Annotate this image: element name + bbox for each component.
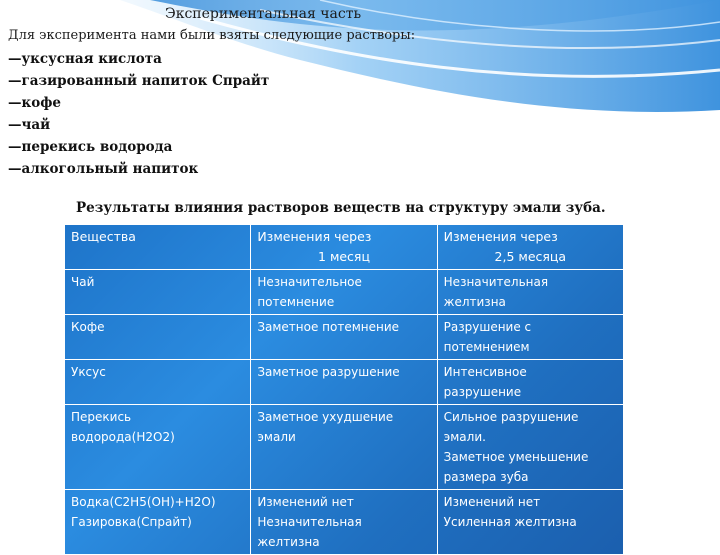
cell-line: водорода(H2O2) <box>71 430 175 444</box>
table-row <box>65 405 624 490</box>
cell-line: эмали. <box>443 430 486 444</box>
table-title: Результаты влияния растворов веществ на структуру эмали зуба. <box>76 200 606 216</box>
cell-line: разрушение <box>443 385 522 399</box>
cell-substance <box>65 490 251 555</box>
cell-line: Изменений нет <box>257 495 354 509</box>
cell-line: Газировка(Спрайт) <box>71 515 192 529</box>
solution-list <box>8 50 269 182</box>
cell-line: Уксус <box>71 365 106 379</box>
list-item: —перекись водорода <box>8 139 173 155</box>
results-table <box>64 224 624 555</box>
cell-month1 <box>251 405 437 490</box>
cell-line: желтизна <box>257 535 320 549</box>
cell-month25 <box>437 360 623 405</box>
cell-month1 <box>251 490 437 555</box>
cell-line: потемнение <box>257 295 335 309</box>
cell-line: Заметное разрушение <box>257 365 400 379</box>
cell-line: Изменений нет <box>443 495 541 509</box>
list-item: —кофе <box>8 95 62 111</box>
table-row <box>65 270 624 315</box>
cell-line: Перекись <box>71 410 132 424</box>
cell-line: Заметное уменьшение <box>443 450 589 464</box>
cell-substance <box>65 405 251 490</box>
list-item: —газированный напиток Спрайт <box>8 73 270 89</box>
header-substance: Вещества <box>65 225 251 270</box>
cell-month25 <box>437 315 623 360</box>
cell-line: Интенсивное <box>443 365 527 379</box>
cell-substance <box>65 360 251 405</box>
cell-line: размера зуба <box>443 470 529 484</box>
page-heading: Экспериментальная часть <box>165 6 362 22</box>
cell-month25 <box>437 490 623 555</box>
cell-line: Незначительное <box>257 275 362 289</box>
table-row <box>65 490 624 555</box>
list-item: —чай <box>8 117 51 133</box>
cell-line: потемнением <box>443 340 530 354</box>
cell-line: Усиленная желтизна <box>443 515 577 529</box>
table-header-row <box>65 225 624 270</box>
cell-month25 <box>437 270 623 315</box>
intro-text: Для эксперимента нами были взяты следующие растворы: <box>8 28 416 43</box>
table-row <box>65 360 624 405</box>
cell-line: Заметное ухудшение <box>257 410 394 424</box>
list-item: —алкогольный напиток <box>8 161 199 177</box>
cell-line: Водка(C2H5(OH)+H2O) <box>71 495 216 509</box>
header-month25-line: 2,5 месяца <box>494 249 567 264</box>
cell-line: Чай <box>71 275 95 289</box>
table-row <box>65 315 624 360</box>
cell-month1 <box>251 360 437 405</box>
cell-line: Сильное разрушение <box>443 410 579 424</box>
header-month1-line: Изменения через <box>257 229 372 244</box>
cell-month1 <box>251 270 437 315</box>
header-month1 <box>251 225 437 270</box>
header-month25-line: Изменения через <box>443 229 558 244</box>
cell-line: желтизна <box>443 295 506 309</box>
list-item: —уксусная кислота <box>8 51 162 67</box>
cell-line: эмали <box>257 430 296 444</box>
cell-substance <box>65 315 251 360</box>
cell-line: Незначительная <box>257 515 362 529</box>
header-month1-line: 1 месяц <box>318 249 370 264</box>
header-month25 <box>437 225 623 270</box>
cell-line: Разрушение с <box>443 320 532 334</box>
cell-line: Кофе <box>71 320 105 334</box>
cell-month25 <box>437 405 623 490</box>
cell-substance <box>65 270 251 315</box>
cell-line: Незначительная <box>443 275 549 289</box>
cell-month1 <box>251 315 437 360</box>
cell-line: Заметное потемнение <box>257 320 400 334</box>
